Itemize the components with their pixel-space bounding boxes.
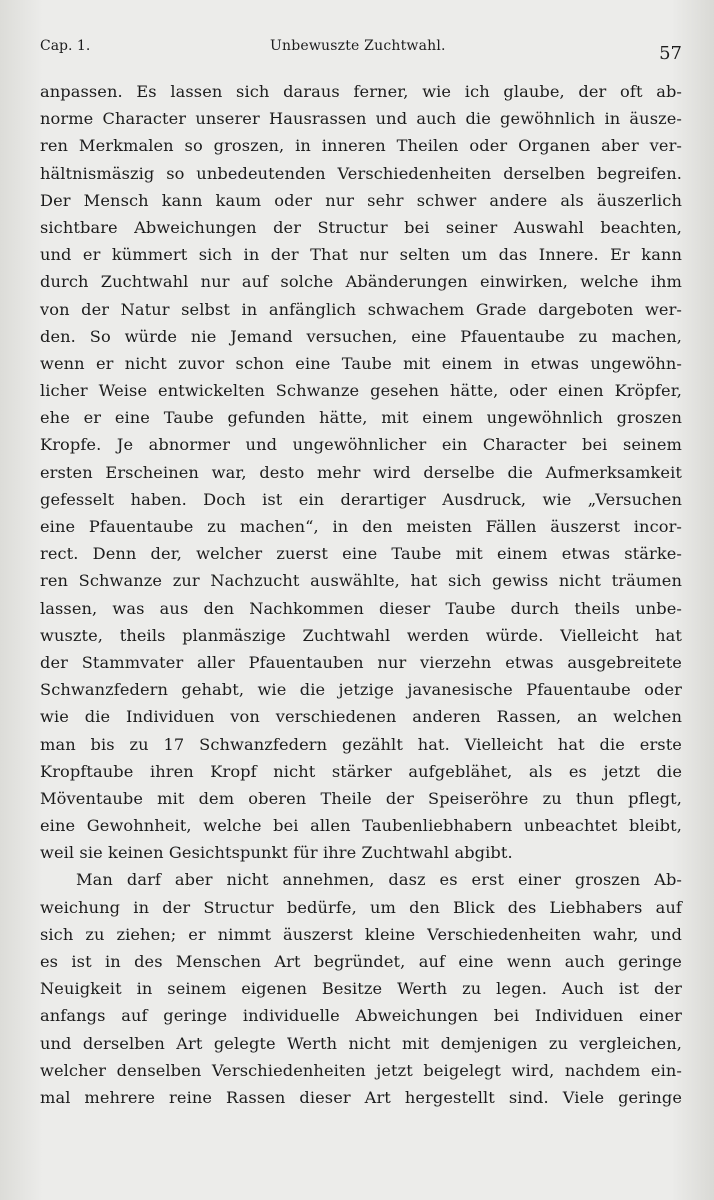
running-title: Unbewuszte Zuchtwahl.: [270, 38, 446, 54]
text-line: anfangs auf geringe individuelle Abweichungen bei Individuen einer: [40, 1006, 682, 1026]
text-line: lassen, was aus den Nachkommen dieser Taube durch theils unbe-: [40, 598, 682, 618]
text-line: wenn er nicht zuvor schon eine Taube mit einem in etwas ungewöhn-: [40, 353, 682, 373]
text-line: eine Pfauentaube zu machen“, in den meisten Fällen äuszerst incor-: [40, 517, 682, 536]
text-line: welcher denselben Verschiedenheiten jetzt beigelegt wird, nachdem ein-: [40, 1060, 682, 1080]
text-line: sich zu ziehen; er nimmt äuszerst kleine Verschiedenheiten wahr, und: [40, 924, 682, 944]
text-line: es ist in des Menschen Art begründet, auf eine wenn auch geringe: [40, 952, 682, 971]
paragraph-end-line: weil sie keinen Gesichtspunkt für ihre Zuchtwahl abgibt.: [40, 843, 513, 863]
text-line: mal mehrere reine Rassen dieser Art hergestellt sind. Viele geringe: [40, 1087, 682, 1107]
running-header: [40, 34, 682, 64]
text-line: gefesselt haben. Doch ist ein derartiger Ausdruck, wie „Versuchen: [40, 489, 682, 509]
chapter-label: Cap. 1.: [40, 38, 91, 54]
text-line: durch Zuchtwahl nur auf solche Abänderungen einwirken, welche ihm: [40, 272, 682, 292]
text-line: der Stammvater aller Pfauentauben nur vierzehn etwas ausgebreitete: [40, 652, 682, 672]
text-line: norme Character unserer Hausrassen und auch die gewöhnlich in äusze-: [40, 109, 682, 129]
text-line: ren Schwanze zur Nachzucht auswählte, hat sich gewiss nicht träumen: [40, 571, 682, 591]
text-line: den. So würde nie Jemand versuchen, eine Pfauentaube zu machen,: [40, 326, 682, 346]
text-line: von der Natur selbst in anfänglich schwachem Grade dargeboten wer-: [40, 299, 682, 319]
text-line: rect. Denn der, welcher zuerst eine Taube mit einem etwas stärke-: [40, 544, 682, 564]
text-line: Kropftaube ihren Kropf nicht stärker aufgeblähet, als es jetzt die: [40, 761, 682, 781]
body-text: [40, 78, 682, 1111]
paragraph-start-line: Man darf aber nicht annehmen, dasz es erst einer groszen Ab-: [76, 870, 682, 890]
text-line: wuszte, theils planmäszige Zuchtwahl werden würde. Vielleicht hat: [40, 625, 682, 645]
text-line: Kropfe. Je abnormer und ungewöhnlicher ein Character bei seinem: [40, 435, 682, 455]
text-line: hältnismäszig so unbedeutenden Verschiedenheiten derselben begreifen.: [40, 163, 682, 183]
text-line: licher Weise entwickelten Schwanze gesehen hätte, oder einen Kröpfer,: [40, 381, 682, 401]
text-line: eine Gewohnheit, welche bei allen Taubenliebhabern unbeachtet bleibt,: [40, 816, 682, 836]
text-line: anpassen. Es lassen sich daraus ferner, wie ich glaube, der oft ab-: [40, 82, 682, 101]
text-line: Möventaube mit dem oberen Theile der Speiseröhre zu thun pflegt,: [40, 788, 682, 808]
text-line: ehe er eine Taube gefunden hätte, mit einem ungewöhnlich groszen: [40, 408, 682, 428]
page-number: 57: [659, 43, 682, 64]
text-line: weichung in der Structur bedürfe, um den Blick des Liebhabers auf: [40, 897, 682, 917]
text-line: man bis zu 17 Schwanzfedern gezählt hat. Vielleicht hat die erste: [40, 734, 682, 754]
text-line: und derselben Art gelegte Werth nicht mit demjenigen zu vergleichen,: [40, 1033, 682, 1053]
text-line: wie die Individuen von verschiedenen anderen Rassen, an welchen: [40, 707, 682, 727]
text-line: ren Merkmalen so groszen, in inneren Theilen oder Organen aber ver-: [40, 136, 682, 156]
text-line: und er kümmert sich in der That nur selten um das Innere. Er kann: [40, 245, 682, 265]
text-line: ersten Erscheinen war, desto mehr wird derselbe die Aufmerksamkeit: [40, 462, 682, 482]
text-line: Der Mensch kann kaum oder nur sehr schwer andere als äuszerlich: [40, 190, 682, 210]
text-line: Schwanzfedern gehabt, wie die jetzige javanesische Pfauentaube oder: [40, 680, 682, 700]
text-line: sichtbare Abweichungen der Structur bei seiner Auswahl beachten,: [40, 217, 682, 237]
text-line: Neuigkeit in seinem eigenen Besitze Werth zu legen. Auch ist der: [40, 979, 682, 999]
